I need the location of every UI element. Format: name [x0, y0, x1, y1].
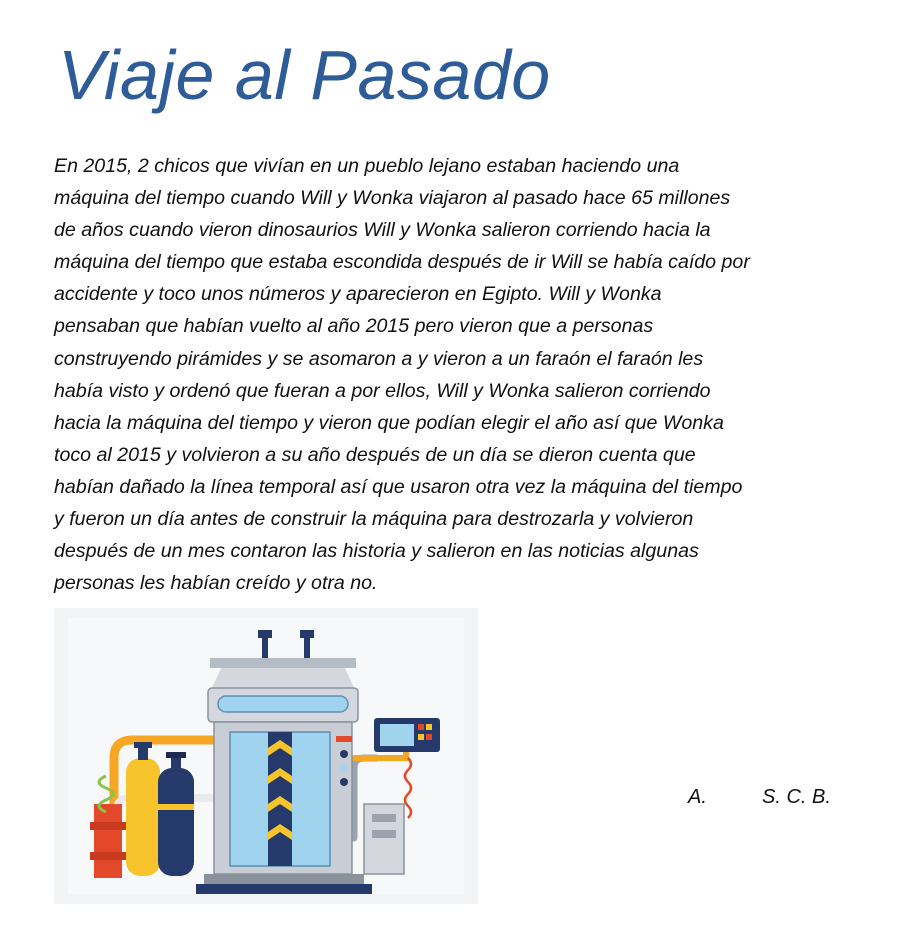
time-machine-illustration: [54, 608, 478, 904]
story-line: había visto y ordenó que fueran a por ellos, Will y Wonka salieron corriendo: [54, 379, 711, 402]
machine-top: [208, 658, 358, 722]
story-line: y fueron un día antes de construir la máquina para destrozarla y volvieron: [54, 508, 694, 531]
yellow-tank: [126, 742, 160, 876]
author-initials: S. C. B.: [762, 786, 831, 808]
red-pipe: [90, 804, 126, 878]
story-line: de años cuando vieron dinosaurios Will y Wonka salieron corriendo hacia la: [54, 219, 711, 242]
story-line: accidente y toco unos números y aparecieron en Egipto. Will y Wonka: [54, 283, 662, 306]
story-line: después de un mes contaron las historia y salieron en las noticias algunas: [54, 540, 699, 563]
story-line: máquina del tiempo cuando Will y Wonka viajaron al pasado hace 65 millones: [54, 187, 731, 210]
story-line: pensaban que habían vuelto al año 2015 pero vieron que a personas: [54, 315, 654, 338]
story-line: habían dañado la línea temporal así que usaron otra vez la máquina del tiempo: [54, 475, 743, 498]
story-line: construyendo pirámides y se asomaron a y vieron a un faraón el faraón les: [54, 347, 704, 370]
story-line: personas les habían creído y otra no.: [54, 572, 378, 595]
document-title: Viaje al Pasado: [58, 36, 551, 114]
machine-body: [214, 722, 352, 874]
author-initial: A.: [688, 786, 707, 808]
story-line: máquina del tiempo que estaba escondida después de ir Will se había caído por: [54, 251, 750, 274]
story-line: toco al 2015 y volvieron a su año después de un día se dieron cuenta que: [54, 443, 696, 466]
story-line: En 2015, 2 chicos que vivían en un pueblo lejano estaban haciendo una: [54, 155, 680, 177]
story-line: hacia la máquina del tiempo y vieron que podían elegir el año así que Wonka: [54, 411, 724, 434]
story-text: [54, 150, 844, 599]
control-panel: [374, 718, 440, 752]
